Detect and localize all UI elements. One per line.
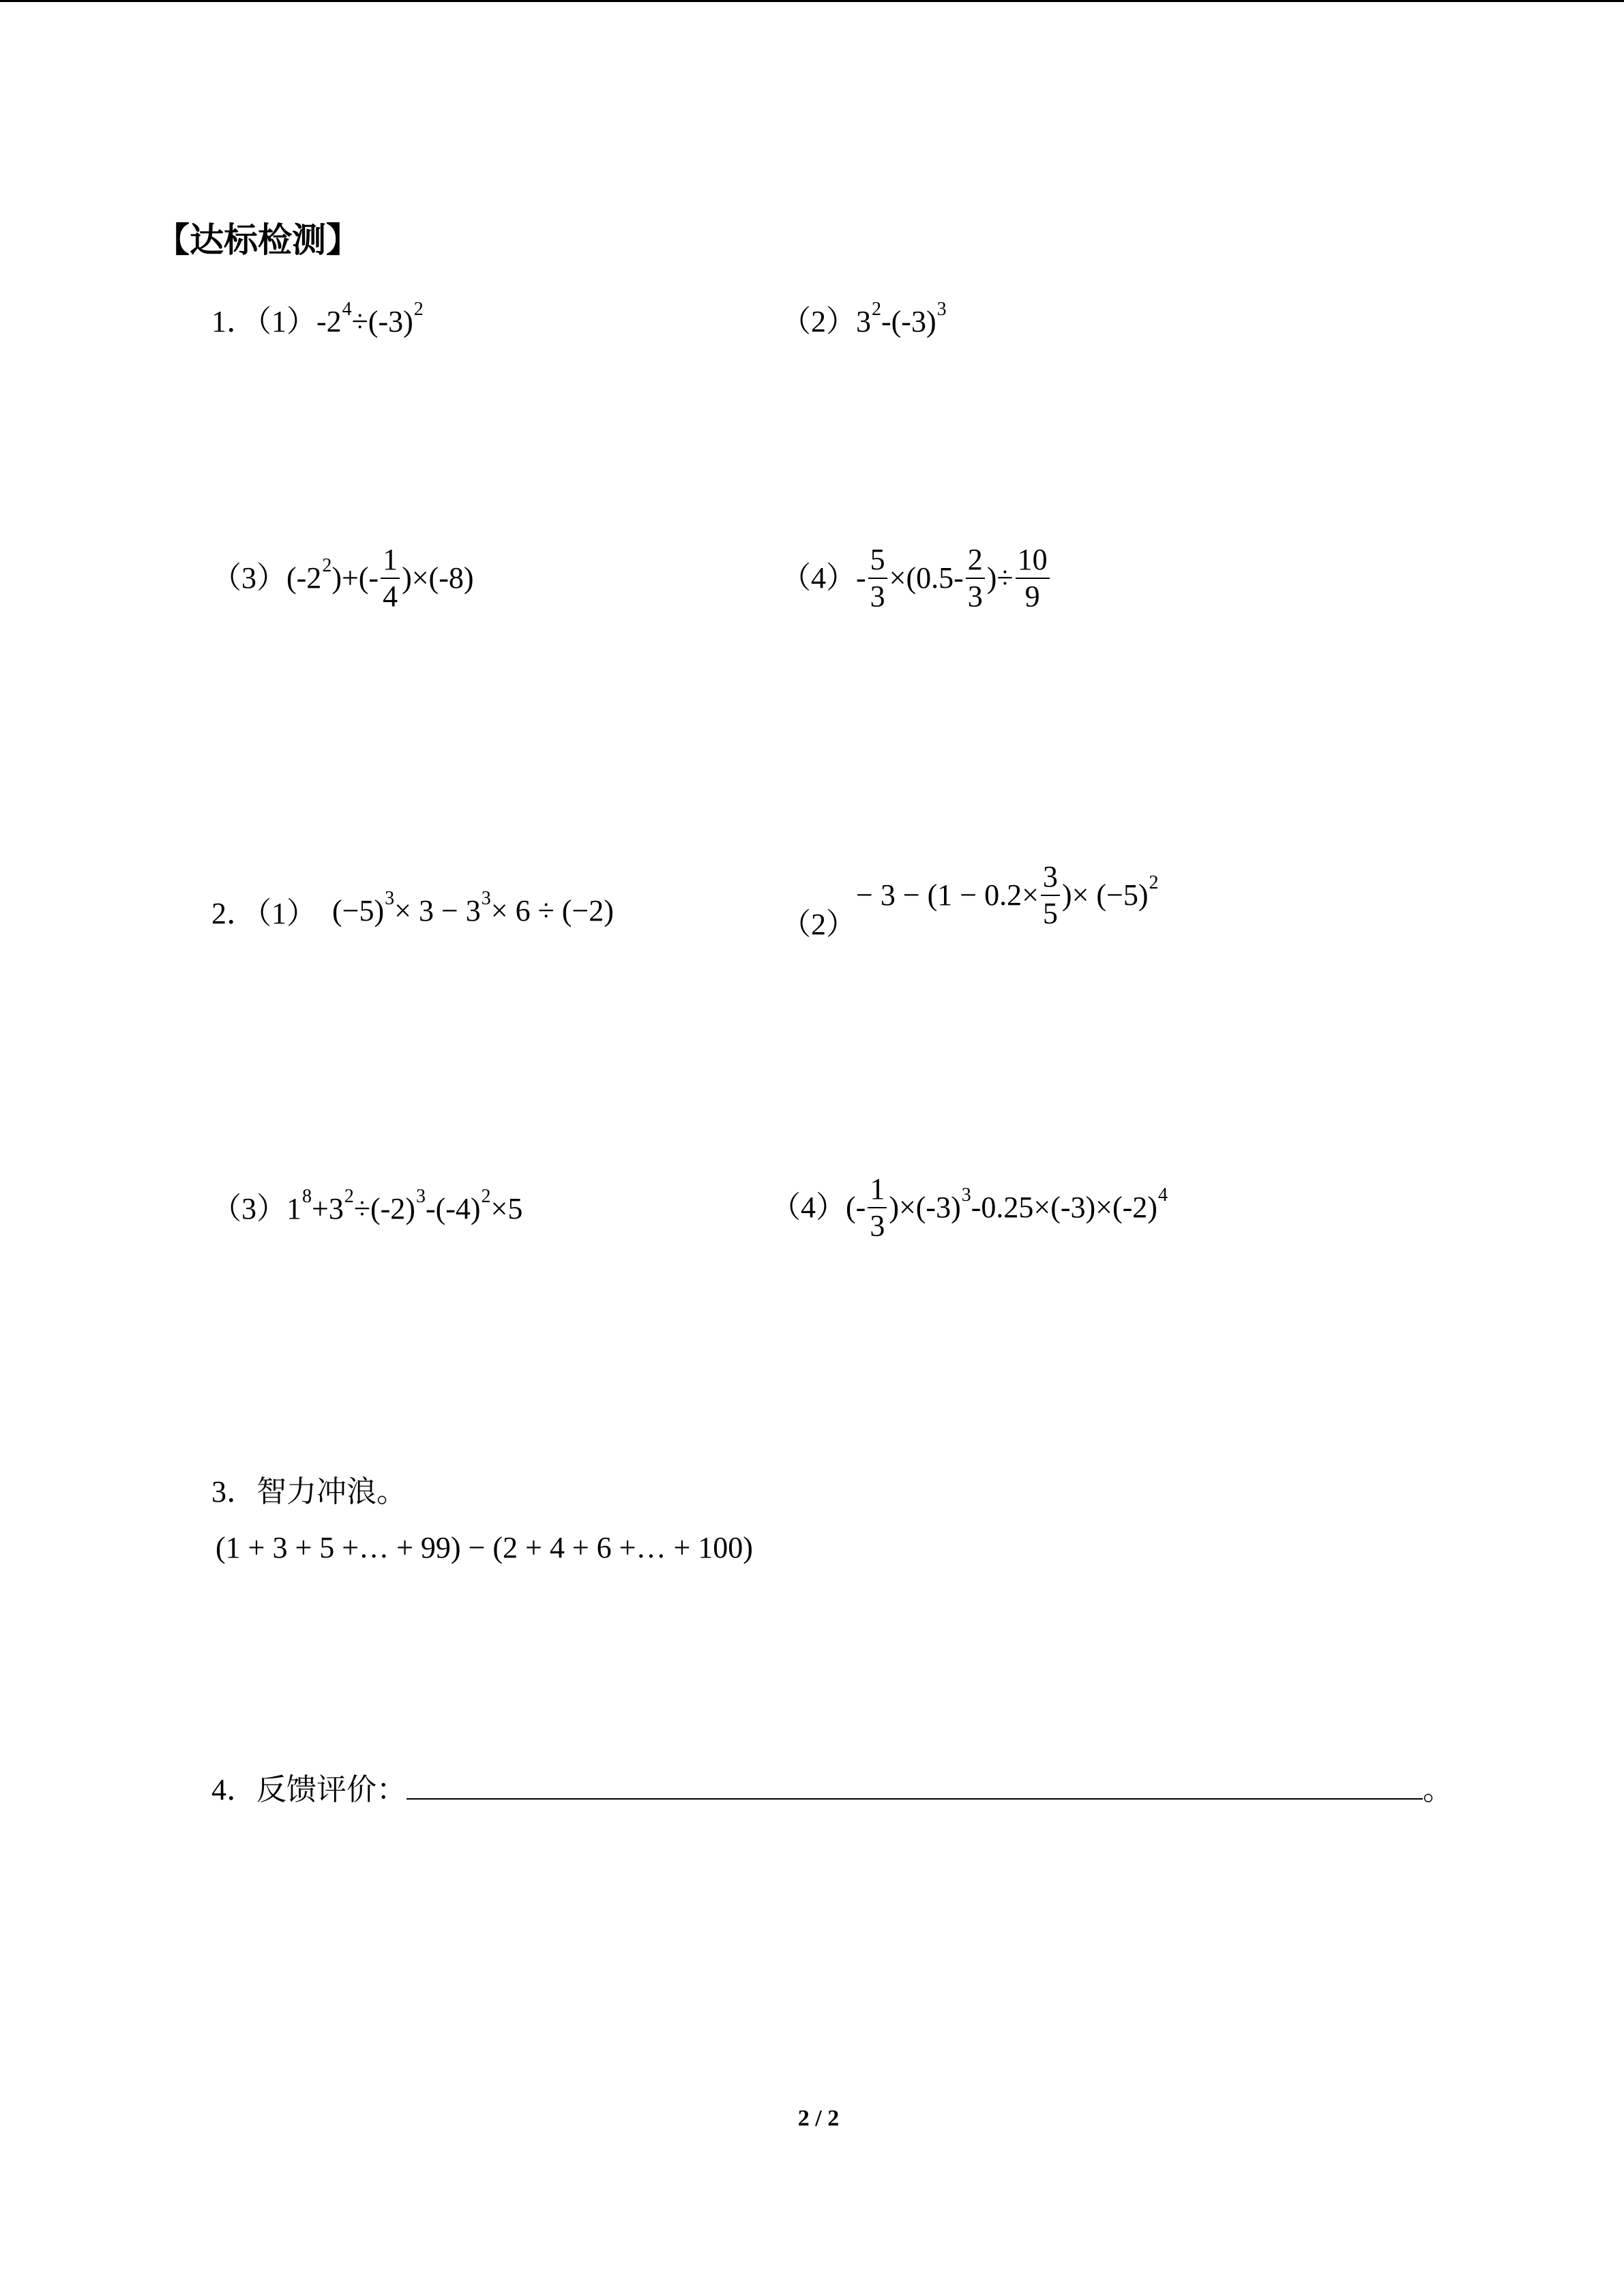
label: （4） bbox=[781, 561, 856, 595]
fraction: $\frac{2}{3}$ bbox=[966, 542, 985, 614]
q2-part2-expr: − 3 − (1 − 0.2× $\frac{3}{5}$ )× (−5) $^2$ bbox=[856, 860, 1159, 930]
label: （2） bbox=[781, 305, 856, 338]
fraction: $\frac{10}{9}$ bbox=[1016, 542, 1050, 614]
q2-part1 bbox=[211, 893, 316, 934]
label: 1．（1） bbox=[211, 305, 316, 338]
q3-expression: (1 + 3 + 5 +… + 99) − (2 + 4 + 6 +… + 100) bbox=[216, 1531, 753, 1564]
q2-part4: （4） (- $\frac{1}{3}$ )×(-3) $^3$ -0.25×(-3)×(-2) $^4$ bbox=[771, 1172, 1168, 1242]
q1-part4: （4） - $\frac{5}{3}$ ×(0.5- $\frac{2}{3}$ )÷ $\frac{10}{9}$ bbox=[781, 542, 1052, 614]
q1-part3: （3） (-2 $^2$ )+(- $\frac{1}{4}$ )×(-8) bbox=[211, 543, 474, 613]
q1-part2: （2） 3 $^2$ -(-3) $^3$ bbox=[781, 299, 947, 338]
q3-title: 3．智力冲浪。 bbox=[211, 1475, 407, 1508]
answer-blank[interactable] bbox=[407, 1771, 1423, 1800]
page-number: 2 / 2 bbox=[797, 2106, 840, 2131]
label: 4．反馈评价： bbox=[211, 1773, 407, 1806]
q2-part3: （3） 1 $^8$ +3 $^2$ ÷(-2) $^3$ -(-4) $^2$ ×5 bbox=[211, 1186, 523, 1225]
label: （3） bbox=[211, 1192, 286, 1225]
fraction: $\frac{1}{4}$ bbox=[381, 542, 400, 614]
q2-part2 bbox=[781, 904, 856, 945]
top-border bbox=[0, 0, 1624, 2]
fraction: $\frac{5}{3}$ bbox=[868, 542, 887, 614]
section-heading: 【达标检测】 bbox=[156, 220, 360, 260]
label: 2．（1） bbox=[211, 897, 316, 930]
q2-part1-expr: (−5) $^3$ × 3 − 3 $^3$ × 6 ÷ (−2) bbox=[332, 888, 614, 927]
fraction: $\frac{3}{5}$ bbox=[1041, 859, 1060, 931]
fraction: $\frac{1}{3}$ bbox=[868, 1172, 887, 1244]
label: （2） bbox=[781, 908, 856, 941]
q1-part1: 1．（1） -2 $^4$ ÷(-3) $^2$ bbox=[211, 299, 424, 338]
label: （4） bbox=[771, 1191, 846, 1224]
q4-feedback: 4．反馈评价： 。 bbox=[211, 1770, 1453, 1810]
label: （3） bbox=[211, 561, 286, 595]
